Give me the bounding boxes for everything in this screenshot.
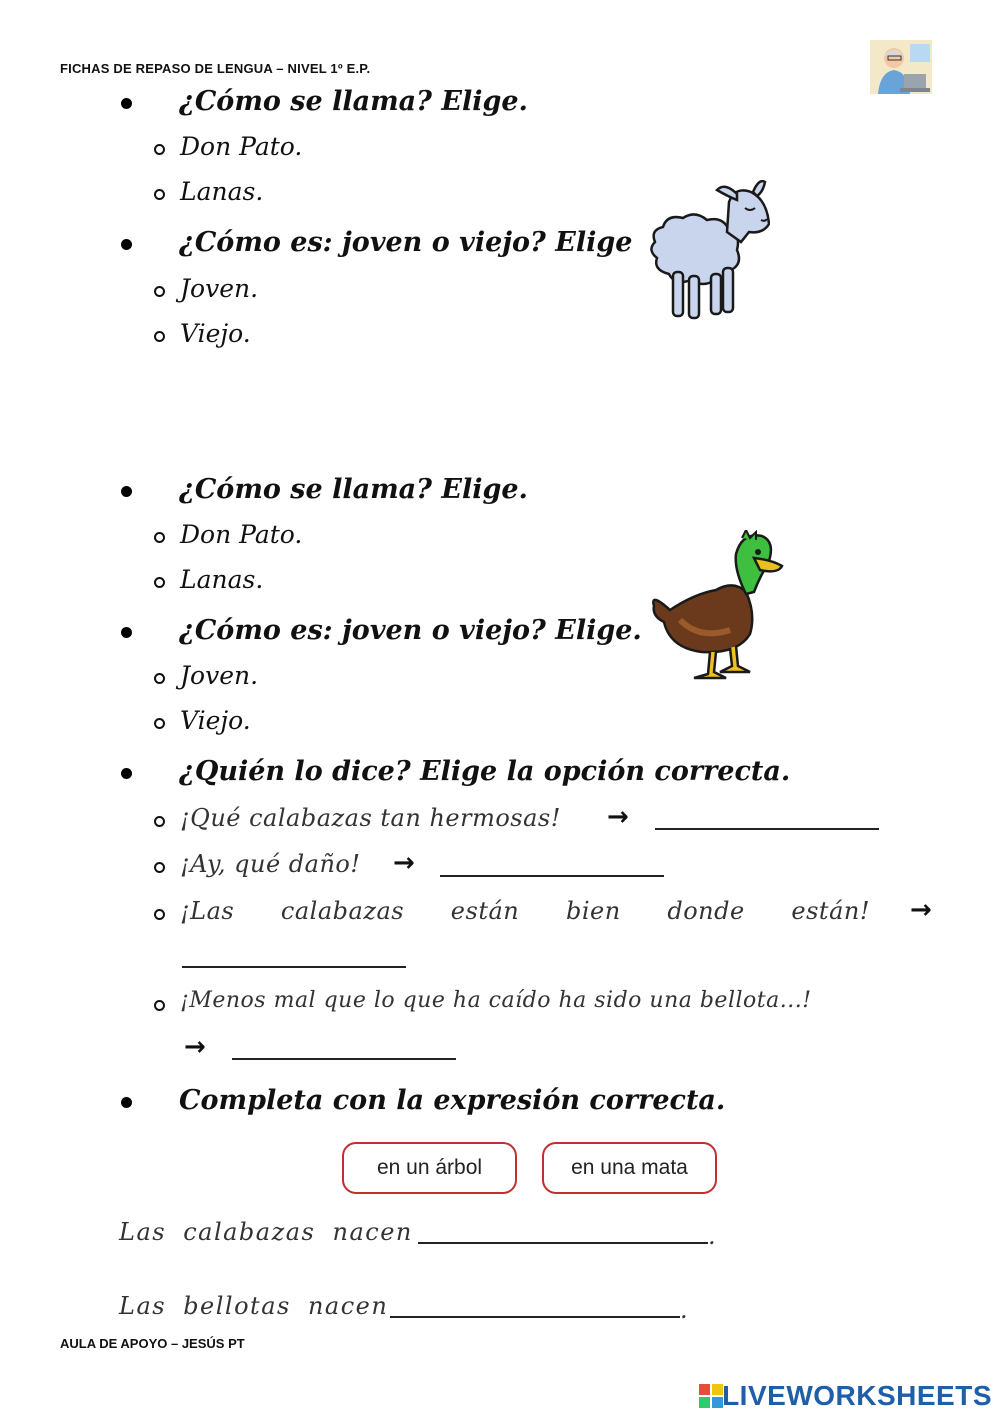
option-radio[interactable] (154, 331, 165, 342)
question-quien: ¿Quién lo dice? Elige la opción correcta. (179, 756, 791, 787)
question-name-2: ¿Cómo se llama? Elige. (179, 474, 528, 505)
arrow-right-icon: → (393, 848, 415, 878)
word-box-mata[interactable]: en una mata (542, 1142, 717, 1194)
arrow-right-icon: → (184, 1032, 206, 1062)
question-name-1: ¿Cómo se llama? Elige. (179, 86, 528, 117)
question-age-1: ¿Cómo es: joven o viejo? Elige (179, 227, 633, 258)
sentence-end: . (680, 1296, 689, 1324)
option-don-pato-2[interactable]: Don Pato. (180, 520, 303, 549)
option-radio[interactable] (154, 532, 165, 543)
sheep-icon (645, 172, 770, 324)
option-lanas-1[interactable]: Lanas. (180, 177, 264, 206)
answer-line[interactable] (655, 828, 879, 830)
option-radio[interactable] (154, 718, 165, 729)
teacher-avatar-icon (870, 40, 932, 94)
option-radio[interactable] (154, 189, 165, 200)
bullet (121, 768, 132, 779)
option-viejo-1[interactable]: Viejo. (180, 319, 251, 348)
liveworksheets-logo-icon (699, 1384, 723, 1408)
answer-line[interactable] (182, 966, 406, 968)
bullet (121, 627, 132, 638)
page-header: FICHAS DE REPASO DE LENGUA – NIVEL 1º E.P. (60, 61, 371, 76)
option-joven-2[interactable]: Joven. (180, 661, 259, 690)
fill-in-line[interactable] (418, 1242, 708, 1244)
phrase-2: ¡Ay, qué daño! (180, 850, 361, 878)
phrase-4: ¡Menos mal que lo que ha caído ha sido una bellota...! (180, 988, 812, 1013)
phrase-1: ¡Qué calabazas tan hermosas! (180, 804, 561, 832)
answer-line[interactable] (440, 875, 664, 877)
question-completa: Completa con la expresión correcta. (179, 1085, 726, 1116)
arrow-right-icon: → (607, 802, 629, 832)
option-radio[interactable] (154, 909, 165, 920)
option-radio[interactable] (154, 286, 165, 297)
option-radio[interactable] (154, 862, 165, 873)
option-radio[interactable] (154, 816, 165, 827)
option-radio[interactable] (154, 144, 165, 155)
bullet (121, 239, 132, 250)
sentence-end: . (708, 1222, 717, 1250)
option-viejo-2[interactable]: Viejo. (180, 706, 251, 735)
duck-icon (650, 530, 785, 685)
phrase-3: ¡Las calabazas están bien donde están! (180, 897, 870, 925)
option-radio[interactable] (154, 1000, 165, 1011)
bullet (121, 98, 132, 109)
option-don-pato-1[interactable]: Don Pato. (180, 132, 303, 161)
liveworksheets-brand[interactable]: LIVEWORKSHEETS (722, 1380, 992, 1411)
page-footer: AULA DE APOYO – JESÚS PT (60, 1336, 245, 1351)
option-radio[interactable] (154, 673, 165, 684)
question-age-2: ¿Cómo es: joven o viejo? Elige. (179, 615, 642, 646)
bullet (121, 486, 132, 497)
arrow-right-icon: → (910, 895, 932, 925)
answer-line[interactable] (232, 1058, 456, 1060)
option-lanas-2[interactable]: Lanas. (180, 565, 264, 594)
bullet (121, 1097, 132, 1108)
word-box-arbol[interactable]: en un árbol (342, 1142, 517, 1194)
option-joven-1[interactable]: Joven. (180, 274, 259, 303)
option-radio[interactable] (154, 577, 165, 588)
fill-in-line[interactable] (390, 1316, 680, 1318)
sentence-calabazas: Las calabazas nacen (119, 1218, 413, 1246)
sentence-bellotas: Las bellotas nacen (119, 1292, 389, 1320)
